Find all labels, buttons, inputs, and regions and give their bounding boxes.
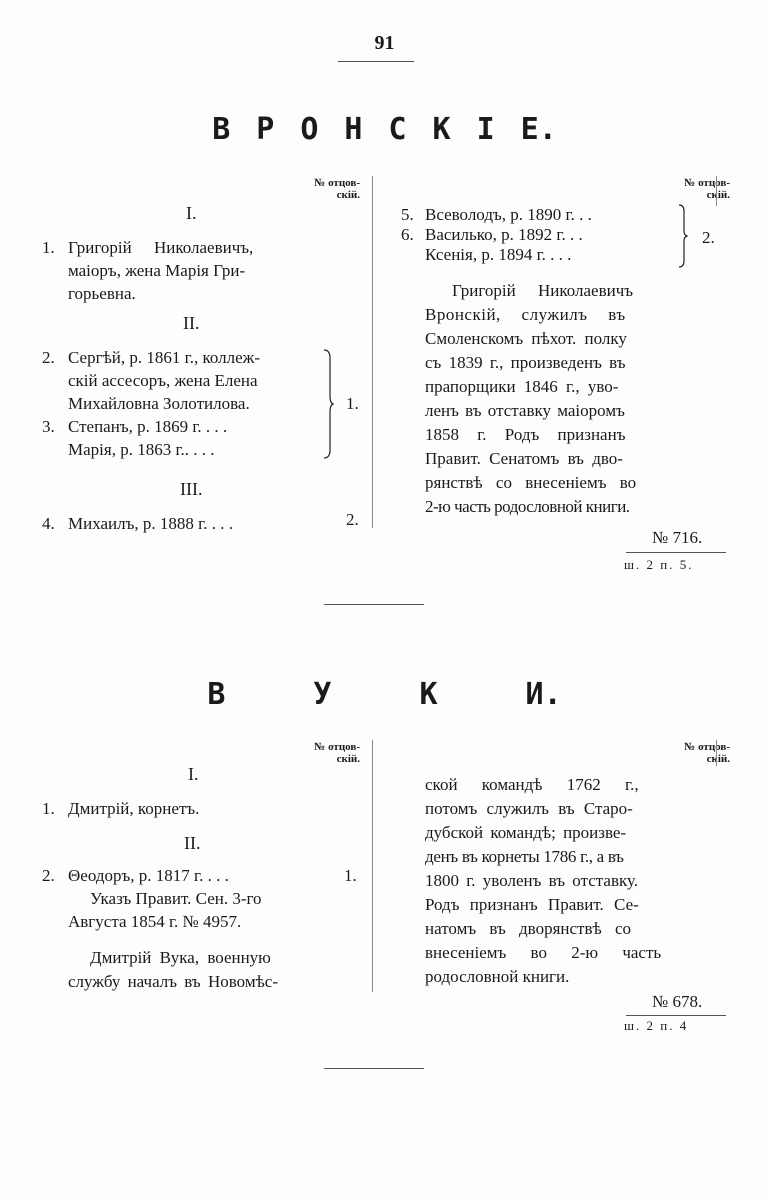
- bio-text: Смоленскомъ пѣхот. полку: [425, 329, 627, 348]
- bio-line: [425, 473, 636, 493]
- bio-text: родословной книги.: [425, 967, 570, 986]
- bio-line: [425, 353, 626, 373]
- bio-line: [452, 281, 633, 301]
- column-header-right: [672, 177, 730, 201]
- entry-text: Θеодоръ, р. 1817 г. . . .: [68, 866, 229, 885]
- bio-text: Григорій Николаевичъ: [452, 281, 634, 300]
- entry-number: 6.: [401, 225, 414, 244]
- bio-line: [425, 871, 638, 891]
- column-divider: [372, 740, 373, 992]
- title-letter: Е.: [520, 112, 557, 147]
- bio-text: ленъ въ отставку маіоромъ: [425, 401, 625, 420]
- title-letter: К: [432, 112, 451, 147]
- entry-text: Григорій Николаевичъ,: [68, 238, 254, 257]
- bio-text: денъ въ корнеты 1786 г., а въ: [425, 847, 624, 866]
- bio-text: службу началъ въ Новомѣс-: [68, 972, 279, 991]
- shelf-mark: ш. 2 п. 4: [624, 1018, 689, 1033]
- bio-line: [425, 847, 624, 867]
- bio-text: ской командѣ 1762 г.,: [425, 775, 639, 794]
- entry-number: 5.: [401, 205, 414, 224]
- header-rule: [338, 61, 414, 62]
- column-header-line: скій.: [336, 189, 360, 201]
- title-letter: И.: [525, 677, 562, 712]
- shelf-mark: ш. 2 п. 5.: [624, 557, 694, 572]
- bio-text: 1858 г. Родъ признанъ: [425, 425, 626, 444]
- bio-line: [425, 377, 618, 397]
- generation-II: II.: [183, 313, 200, 333]
- generation-I: I.: [188, 764, 199, 784]
- bio-text: потомъ служилъ въ Старо-: [425, 799, 633, 818]
- bio-line: [425, 967, 569, 987]
- bio-text: съ 1839 г., произведенъ въ: [425, 353, 626, 372]
- group-brace: [676, 203, 688, 269]
- title-letter: В: [212, 112, 231, 147]
- record-number: № 716.: [652, 528, 703, 547]
- parent-reference: 2.: [346, 510, 359, 529]
- entry-text: Михаилъ, р. 1888 г. . . .: [68, 514, 233, 533]
- column-divider: [716, 740, 717, 766]
- entry-text: Марія, р. 1863 г.. . . .: [68, 440, 215, 459]
- section-title-vuki: [0, 677, 769, 712]
- title-letter: К: [419, 677, 438, 712]
- entry-text: маіоръ, жена Марія Гри-: [68, 261, 246, 280]
- bio-line: [425, 305, 626, 325]
- bio-text: дубской командѣ; произве-: [425, 823, 627, 842]
- record-rule: [626, 552, 726, 553]
- column-header-left: [300, 177, 360, 201]
- bio-text: Дмитрій Вука, военную: [90, 948, 271, 967]
- title-letter: І: [476, 112, 495, 147]
- column-divider: [372, 176, 373, 528]
- bio-line: [425, 919, 631, 939]
- entry-text: Августа 1854 г. № 4957.: [68, 912, 242, 931]
- entry-number: 4.: [42, 514, 55, 533]
- generation-I: I.: [186, 203, 197, 223]
- page-number: 91: [374, 32, 395, 54]
- record-rule: [626, 1015, 726, 1016]
- title-letter: В: [207, 677, 226, 712]
- record-number: № 678.: [652, 992, 703, 1011]
- section-title-vronskie: [0, 112, 769, 147]
- bio-text: 1800 г. уволенъ въ отставку.: [425, 871, 639, 890]
- column-header-line: скій.: [706, 189, 730, 201]
- entry-number: 1.: [42, 238, 55, 257]
- bio-text: внесеніемъ во 2-ю часть: [425, 943, 662, 962]
- bio-text: Родъ признанъ Правит. Се-: [425, 895, 639, 914]
- bio-text: натомъ въ дворянствѣ со: [425, 919, 632, 938]
- title-letter: С: [388, 112, 407, 147]
- bio-line: [90, 948, 271, 968]
- bio-line: [425, 449, 623, 469]
- title-letter: О: [300, 112, 319, 147]
- title-letter: У: [313, 677, 332, 712]
- entry-text: Сергѣй, р. 1861 г., коллеж-: [68, 348, 261, 367]
- column-header-line: скій.: [706, 753, 730, 765]
- bio-text: 2-ю часть родословной книги.: [425, 497, 630, 516]
- column-header-right: [672, 741, 730, 765]
- bio-line: [68, 972, 278, 992]
- bio-line: [425, 425, 625, 445]
- bio-line: [425, 895, 639, 915]
- generation-III: III.: [180, 479, 203, 499]
- column-header-line: № отцов-: [684, 741, 730, 753]
- bio-line: [425, 823, 626, 843]
- column-divider: [716, 176, 717, 206]
- column-header-line: № отцов-: [314, 741, 360, 753]
- bio-line: [425, 497, 630, 517]
- entry-number: 1.: [42, 799, 55, 818]
- entry-text: горьевна.: [68, 284, 136, 303]
- bio-text: рянствѣ со внесеніемъ во: [425, 473, 637, 492]
- generation-II: II.: [184, 833, 201, 853]
- entry-number: 2.: [42, 866, 55, 885]
- entry-text: Михайловна Золотилова.: [68, 394, 250, 413]
- bio-text: Правит. Сенатомъ въ дво-: [425, 449, 623, 468]
- bio-line: [425, 401, 625, 421]
- bio-line: [425, 799, 633, 819]
- group-brace: [320, 348, 334, 460]
- column-header-line: № отцов-: [684, 177, 730, 189]
- parent-reference: 1.: [344, 866, 357, 885]
- entry-text: Дмитрій, корнетъ.: [68, 799, 200, 818]
- bio-text: прапорщики 1846 г., уво-: [425, 377, 619, 396]
- parent-reference: 1.: [346, 394, 359, 413]
- entry-text: Указъ Правит. Сен. 3-го: [90, 889, 262, 908]
- bio-text: Вронскій, служилъ въ: [425, 305, 626, 324]
- section-separator: [324, 1068, 424, 1069]
- entry-text: Всеволодъ, р. 1890 г. . .: [425, 205, 592, 224]
- title-letter: Н: [344, 112, 363, 147]
- bio-line: [425, 329, 627, 349]
- bio-line: [425, 775, 639, 795]
- entry-text: скій ассесоръ, жена Елена: [68, 371, 258, 390]
- section-separator: [324, 604, 424, 605]
- column-header-left: [300, 741, 360, 765]
- entry-text: Ксенія, р. 1894 г. . . .: [425, 245, 572, 264]
- bio-line: [425, 943, 661, 963]
- entry-number: 3.: [42, 417, 55, 436]
- entry-text: Степанъ, р. 1869 г. . . .: [68, 417, 228, 436]
- column-header-line: № отцов-: [314, 177, 360, 189]
- title-letter: Р: [256, 112, 275, 147]
- column-header-line: скій.: [336, 753, 360, 765]
- entry-text: Василько, р. 1892 г. . .: [425, 225, 583, 244]
- entry-number: 2.: [42, 348, 55, 367]
- parent-reference: 2.: [702, 228, 715, 247]
